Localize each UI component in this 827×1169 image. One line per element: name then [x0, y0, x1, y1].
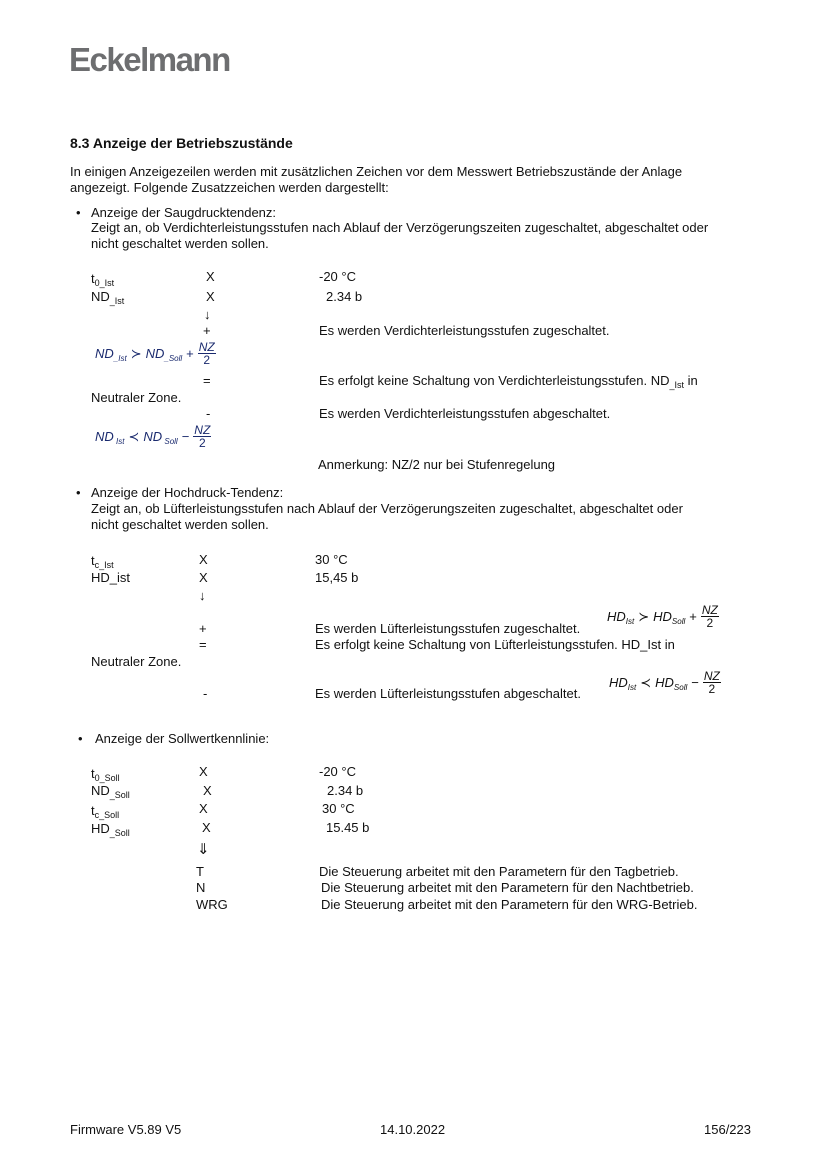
param-value: 15,45 b — [315, 570, 359, 585]
param-value: 30 °C — [315, 552, 348, 567]
param-mark: X — [199, 801, 208, 816]
param-mark: X — [206, 289, 215, 304]
plus-text: Es werden Verdichterleistungsstufen zugeschaltet. — [319, 323, 610, 338]
bullet: • — [76, 205, 81, 220]
formula-hd-less: $HD_{Ist}$ ≺ $HD_{Soll}$ − $\frac{NZ}{2}$ — [609, 669, 720, 696]
param-label: $t_{0\_Soll}$ — [91, 766, 120, 783]
note: Anmerkung: NZ/2 nur bei Stufenregelung — [318, 457, 556, 472]
bullet: • — [78, 731, 83, 746]
equal-sign: = — [203, 373, 211, 388]
param-value: -20 °C — [319, 764, 356, 779]
mode-text: Die Steuerung arbeitet mit den Parametern für den Tagbetrieb. — [319, 864, 679, 879]
equal-text: Es erfolgt keine Schaltung von Verdichterleistungsstufen. $ND_{\_Ist}$ in — [319, 373, 698, 390]
param-mark: X — [199, 764, 208, 779]
param-label: HD_ist — [91, 570, 131, 585]
intro-line: In einigen Anzeigezeilen werden mit zusätzlichen Zeichen vor dem Messwert Betriebszustände der Anlage — [70, 164, 683, 179]
minus-sign: - — [203, 686, 208, 701]
mode-code: T — [196, 864, 204, 879]
param-label: $ND_{\_Soll}$ — [91, 783, 130, 800]
equal-sign: = — [199, 637, 207, 652]
intro-line: angezeigt. Folgende Zusatzzeichen werden dargestellt: — [70, 180, 389, 195]
bullet: • — [76, 485, 81, 500]
equal-text-cont: Neutraler Zone. — [91, 390, 182, 405]
formula-hd-greater: $HD_{Ist}$ ≻ $HD_{Soll}$ + $\frac{NZ}{2}$ — [607, 603, 718, 630]
footer-page: 156/223 — [704, 1122, 751, 1137]
param-label: $HD_{\_Soll}$ — [91, 821, 130, 838]
plus-sign: + — [199, 621, 207, 636]
equal-text-cont: Neutraler Zone. — [91, 654, 182, 669]
formula-nd-greater: $ND_{\_Ist}$ ≻ $ND_{\_Soll}$ + $\frac{NZ}{2}$ — [95, 340, 215, 367]
footer-firmware: Firmware V5.89 V5 — [70, 1122, 182, 1137]
s2-desc: nicht geschaltet werden sollen. — [91, 517, 269, 532]
plus-text: Es werden Lüfterleistungsstufen zugeschaltet. — [315, 621, 581, 636]
param-label: $ND_{\_Ist}$ — [91, 289, 125, 306]
s1-title: Anzeige der Saugdrucktendenz: — [91, 205, 277, 220]
param-value: 15.45 b — [326, 820, 370, 835]
s2-title: Anzeige der Hochdruck-Tendenz: — [91, 485, 284, 500]
mode-code: N — [196, 880, 206, 895]
formula-nd-less: ND $_{Ist}$ ≺ ND $_{Soll}$ − $\frac{NZ}{2}$ — [95, 423, 211, 450]
arrow-down-icon: ↓ — [199, 588, 206, 603]
param-value: 30 °C — [322, 801, 355, 816]
minus-text: Es werden Verdichterleistungsstufen abgeschaltet. — [319, 406, 611, 421]
param-mark: X — [199, 552, 208, 567]
param-mark: X — [199, 570, 208, 585]
param-value: -20 °C — [319, 269, 356, 284]
arrow-down-icon: ↓ — [204, 307, 211, 322]
section-heading: 8.3 Anzeige der Betriebszustände — [70, 135, 293, 151]
mode-text: Die Steuerung arbeitet mit den Parametern für den WRG-Betrieb. — [321, 897, 698, 912]
param-mark: X — [202, 820, 211, 835]
plus-sign: + — [203, 323, 211, 338]
footer-date: 14.10.2022 — [380, 1122, 446, 1137]
mode-text: Die Steuerung arbeitet mit den Parametern für den Nachtbetrieb. — [321, 880, 694, 895]
param-value: 2.34 b — [326, 289, 363, 304]
s1-desc: Zeigt an, ob Verdichterleistungsstufen nach Ablauf der Verzögerungszeiten zugeschaltet, abgeschaltet oder — [91, 220, 709, 235]
s2-desc: Zeigt an, ob Lüfterleistungsstufen nach Ablauf der Verzögerungszeiten zugeschaltet, abgeschaltet oder — [91, 501, 683, 516]
param-mark: X — [206, 269, 215, 284]
s1-desc: nicht geschaltet werden sollen. — [91, 236, 269, 251]
double-arrow-down-icon: ⇓ — [197, 841, 210, 858]
eckelmann-logo: Eckelmann — [69, 41, 230, 78]
minus-sign: - — [206, 406, 211, 421]
param-label: $t_{c\_Soll}$ — [91, 803, 120, 820]
mode-code: WRG — [196, 897, 228, 912]
param-value: 2.34 b — [327, 783, 364, 798]
s3-title: Anzeige der Sollwertkennlinie: — [95, 731, 270, 746]
param-label: $t_{c\_Ist}$ — [91, 553, 114, 570]
minus-text: Es werden Lüfterleistungsstufen abgeschaltet. — [315, 686, 581, 701]
param-mark: X — [203, 783, 212, 798]
param-label: $t_{0\_Ist}$ — [91, 271, 115, 288]
equal-text: Es erfolgt keine Schaltung von Lüfterleistungsstufen. HD_Ist in — [315, 637, 675, 652]
